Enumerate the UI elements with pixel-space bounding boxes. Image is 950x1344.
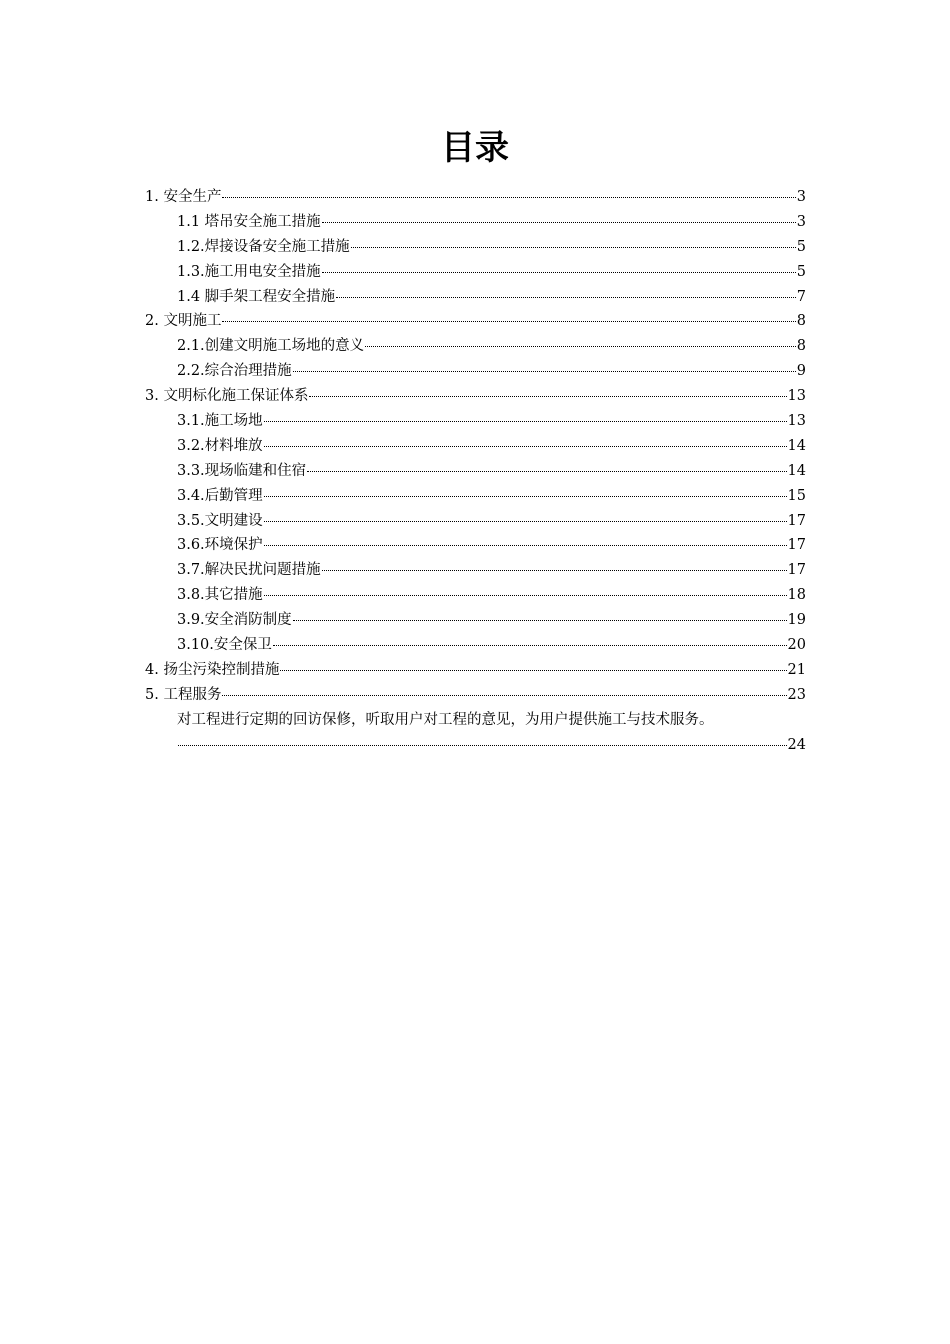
toc-entry[interactable] <box>145 683 806 708</box>
dot-leader <box>309 396 786 397</box>
toc-page-number: 5 <box>796 263 806 280</box>
dot-leader <box>222 695 786 696</box>
toc-entry-label: 2. 文明施工 <box>145 313 222 330</box>
dot-leader <box>264 521 787 522</box>
dot-leader <box>336 297 796 298</box>
toc-title: 目录 <box>441 128 509 168</box>
toc-entry[interactable] <box>145 384 806 409</box>
toc-entry-label: 2.2.综合治理措施 <box>177 363 292 380</box>
toc-entry-label: 3. 文明标化施工保证体系 <box>145 388 309 405</box>
toc-entry[interactable] <box>145 509 806 534</box>
toc-entry[interactable] <box>145 583 806 608</box>
toc-entry[interactable] <box>145 210 806 235</box>
toc-entry-label: 4. 扬尘污染控制措施 <box>145 661 280 678</box>
dot-leader <box>293 371 796 372</box>
toc-page-number: 14 <box>787 437 806 454</box>
toc-page-number: 23 <box>787 686 806 703</box>
toc-entry-label: 1. 安全生产 <box>145 189 222 205</box>
dot-leader <box>280 670 786 671</box>
toc-entry-label: 3.6.环境保护 <box>177 537 263 554</box>
toc-entry-label: 1.2.焊接设备安全施工措施 <box>177 238 350 255</box>
toc-entry[interactable] <box>145 558 806 583</box>
toc-page-number: 9 <box>796 363 806 380</box>
toc-page-number: 18 <box>787 587 806 604</box>
toc-entry[interactable] <box>145 260 806 285</box>
toc-entry[interactable] <box>145 309 806 334</box>
toc-page-number: 15 <box>787 487 806 504</box>
dot-leader <box>264 496 787 497</box>
toc-entry-label: 1.4 脚手架工程安全措施 <box>177 288 336 305</box>
toc-page-number: 5 <box>796 238 806 255</box>
toc-page-number: 24 <box>787 736 806 753</box>
toc-entry[interactable] <box>145 658 806 683</box>
toc-page-number: 13 <box>787 388 806 405</box>
toc-entry[interactable] <box>145 608 806 633</box>
toc-page-number: 17 <box>787 537 806 554</box>
dot-leader <box>322 272 796 273</box>
toc-entry-label: 1.1 塔吊安全施工措施 <box>177 213 321 230</box>
dot-leader <box>222 197 795 198</box>
toc-entry[interactable] <box>145 434 806 459</box>
dot-leader <box>365 346 796 347</box>
toc-page-number: 3 <box>796 213 806 230</box>
toc-page-number: 13 <box>787 413 806 430</box>
toc-entry-label: 3.1.施工场地 <box>177 413 263 430</box>
dot-leader <box>178 745 787 746</box>
dot-leader <box>322 222 796 223</box>
dot-leader <box>293 620 787 621</box>
table-of-contents <box>145 185 806 757</box>
toc-entry[interactable] <box>145 185 806 210</box>
dot-leader <box>322 570 787 571</box>
toc-entry[interactable] <box>145 459 806 484</box>
toc-page-number: 14 <box>787 462 806 479</box>
dot-leader <box>222 321 795 322</box>
toc-entry-label: 5. 工程服务 <box>145 686 222 703</box>
toc-page-number: 3 <box>796 189 806 205</box>
toc-page-number: 19 <box>787 612 806 629</box>
toc-entry[interactable] <box>145 285 806 310</box>
toc-entry-label: 3.3.现场临建和住宿 <box>177 462 307 479</box>
toc-entry-label: 3.5.文明建设 <box>177 512 263 529</box>
toc-page-number: 20 <box>787 637 806 654</box>
toc-entry[interactable] <box>145 359 806 384</box>
toc-page-number: 17 <box>787 562 806 579</box>
dot-leader <box>273 645 787 646</box>
toc-entry[interactable] <box>145 733 806 758</box>
toc-page-number: 17 <box>787 512 806 529</box>
toc-page-number: 8 <box>796 338 806 355</box>
dot-leader <box>264 421 787 422</box>
toc-entry-label: 3.10.安全保卫 <box>177 637 272 654</box>
toc-entry-label: 2.1.创建文明施工场地的意义 <box>177 338 365 355</box>
toc-entry-label: 3.2.材料堆放 <box>177 437 263 454</box>
toc-entry-label[interactable]: 对工程进行定期的回访保修，听取用户对工程的意见，为用户提供施工与技术服务。 <box>177 711 714 728</box>
dot-leader <box>264 595 787 596</box>
toc-page-number: 7 <box>796 288 806 305</box>
toc-entry-label: 1.3.施工用电安全措施 <box>177 263 321 280</box>
toc-entry[interactable] <box>145 235 806 260</box>
dot-leader <box>307 471 786 472</box>
toc-entry-label: 3.7.解决民扰问题措施 <box>177 562 321 579</box>
toc-entry[interactable] <box>145 334 806 359</box>
toc-entry[interactable] <box>145 633 806 658</box>
toc-entry-label: 3.9.安全消防制度 <box>177 612 292 629</box>
toc-entry[interactable] <box>145 484 806 509</box>
toc-entry[interactable] <box>145 533 806 558</box>
toc-entry-label: 3.8.其它措施 <box>177 587 263 604</box>
dot-leader <box>264 446 787 447</box>
dot-leader <box>264 545 787 546</box>
toc-entry[interactable] <box>145 409 806 434</box>
toc-page-number: 21 <box>787 661 806 678</box>
toc-page-number: 8 <box>796 313 806 330</box>
dot-leader <box>351 247 796 248</box>
toc-entry-label: 3.4.后勤管理 <box>177 487 263 504</box>
